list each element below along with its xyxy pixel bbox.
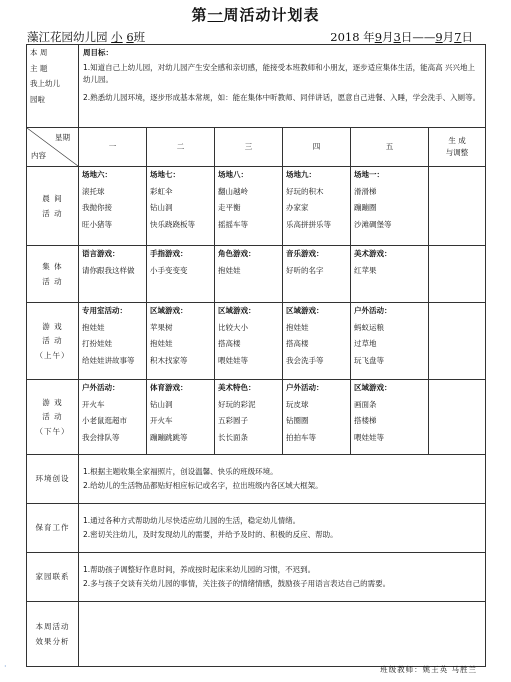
week-number: 一: [207, 6, 224, 24]
day-header: 一: [79, 128, 147, 167]
day-header: 五: [351, 128, 429, 167]
row-label: 晨 间 活 动: [27, 167, 79, 246]
class-info: 藻江花园幼儿园 小 6班: [27, 30, 146, 44]
activity-cell: 美术游戏： 红苹果: [351, 246, 429, 303]
day-header: 三: [215, 128, 283, 167]
row-label: 游 戏 活 动 （上午）: [27, 303, 79, 380]
weekly-plan-table: [26, 44, 486, 667]
activity-cell: 区域游戏： 画面条 搭楼梯 喂娃娃等: [351, 380, 429, 455]
adjust-cell: [429, 303, 486, 380]
activity-row: [27, 380, 486, 455]
activity-cell: 语言游戏： 请你跟我这样做: [79, 246, 147, 303]
margin-mark: ·: [4, 662, 7, 671]
adjust-header: 生 成 与调整: [429, 128, 486, 167]
activity-cell: 区域游戏： 比较大小 搭高楼 喂娃娃等: [215, 303, 283, 380]
family-text: 1.帮助孩子调整好作息时间，养成按时起床来幼儿园的习惯，不迟到。 2.多与孩子交谈有关幼儿园的事情，关注孩子的情绪情感，鼓励孩子用语言表达自己的需要。: [79, 553, 486, 602]
activity-cell: 户外活动： 玩皮球 钻圈圈 拍拍车等: [283, 380, 351, 455]
day-header: 四: [283, 128, 351, 167]
activity-row: [27, 303, 486, 380]
weekly-goals: 周目标： 1.知道自己上幼儿园，对幼儿园产生安全感和亲切感，能接受本班教师和小朋友，逐步适应集体生活，能高高 兴兴地上幼儿园。 2.熟悉幼儿园环境，逐步形成基本常规，如：能在集体中听教师、同伴讲话，愿意自己进餐、入睡，学会洗手、入厕等。: [79, 45, 486, 128]
activity-cell: 角色游戏： 抱娃娃: [215, 246, 283, 303]
adjust-cell: [429, 167, 486, 246]
analysis-text: [79, 602, 486, 667]
activity-cell: 户外活动： 开火车 小老鼠逛超市 我会排队等: [79, 380, 147, 455]
goal-row: [27, 45, 486, 128]
environment-text: 1.根据主题收集全家福照片，创设温馨、快乐的班级环境。 2.给幼儿的生活物品都贴好相应标记或名字，拉出班级内各区域大框架。: [79, 455, 486, 504]
care-row: [27, 504, 486, 553]
date-range: 2018 年9月3日——9月7日: [330, 30, 473, 44]
activity-cell: 专用室活动： 抱娃娃 打扮娃娃 给娃娃讲故事等: [79, 303, 147, 380]
row-label: 集 体 活 动: [27, 246, 79, 303]
class-teachers: 班级教师：姚王英 马胜兰: [380, 665, 477, 674]
activity-cell: 美术特色： 好玩的彩泥 五彩圆子 长长面条: [215, 380, 283, 455]
activity-cell: 场地七： 彩虹伞 钻山洞 快乐跷跷板等: [147, 167, 215, 246]
page-title: 第一周活动计划表: [191, 6, 320, 24]
row-label: 家园联系: [27, 553, 79, 602]
activity-cell: 场地九： 好玩的积木 办家家 乐高拼拼乐等: [283, 167, 351, 246]
analysis-row: [27, 602, 486, 667]
activity-cell: 场地一： 滑滑梯 蹦蹦圈 沙滩碉堡等: [351, 167, 429, 246]
environment-row: [27, 455, 486, 504]
row-label: 本周活动 效果分析: [27, 602, 79, 667]
row-label: 保育工作: [27, 504, 79, 553]
day-header: 二: [147, 128, 215, 167]
care-text: 1.通过各种方式帮助幼儿尽快适应幼儿园的生活，稳定幼儿情绪。 2.密切关注幼儿，及时发现幼儿的需要，并给予及时的、积极的反应、帮助。: [79, 504, 486, 553]
corner-header: 星期 内容: [27, 128, 79, 167]
family-row: [27, 553, 486, 602]
activity-row: [27, 246, 486, 303]
activity-cell: 手指游戏： 小手变变变: [147, 246, 215, 303]
activity-cell: 场地八： 翻山越岭 走平衡 摇摇车等: [215, 167, 283, 246]
activity-cell: 户外活动： 蚂蚁运粮 过草地 玩飞盘等: [351, 303, 429, 380]
activity-cell: 区域游戏： 苹果树 抱娃娃 积木找家等: [147, 303, 215, 380]
adjust-cell: [429, 246, 486, 303]
activity-row: [27, 167, 486, 246]
activity-cell: 区域游戏： 抱娃娃 搭高楼 我会洗手等: [283, 303, 351, 380]
day-header-row: [27, 128, 486, 167]
activity-cell: 场地六： 滚托球 我抛你接 旺小猪等: [79, 167, 147, 246]
activity-cell: 音乐游戏： 好听的名字: [283, 246, 351, 303]
theme-cell: 本 周 主 题 我上幼儿 园啦: [27, 45, 79, 128]
row-label: 游 戏 活 动 （下午）: [27, 380, 79, 455]
adjust-cell: [429, 380, 486, 455]
row-label: 环境创设: [27, 455, 79, 504]
activity-cell: 体育游戏： 钻山洞 开火车 蹦蹦跳跳等: [147, 380, 215, 455]
